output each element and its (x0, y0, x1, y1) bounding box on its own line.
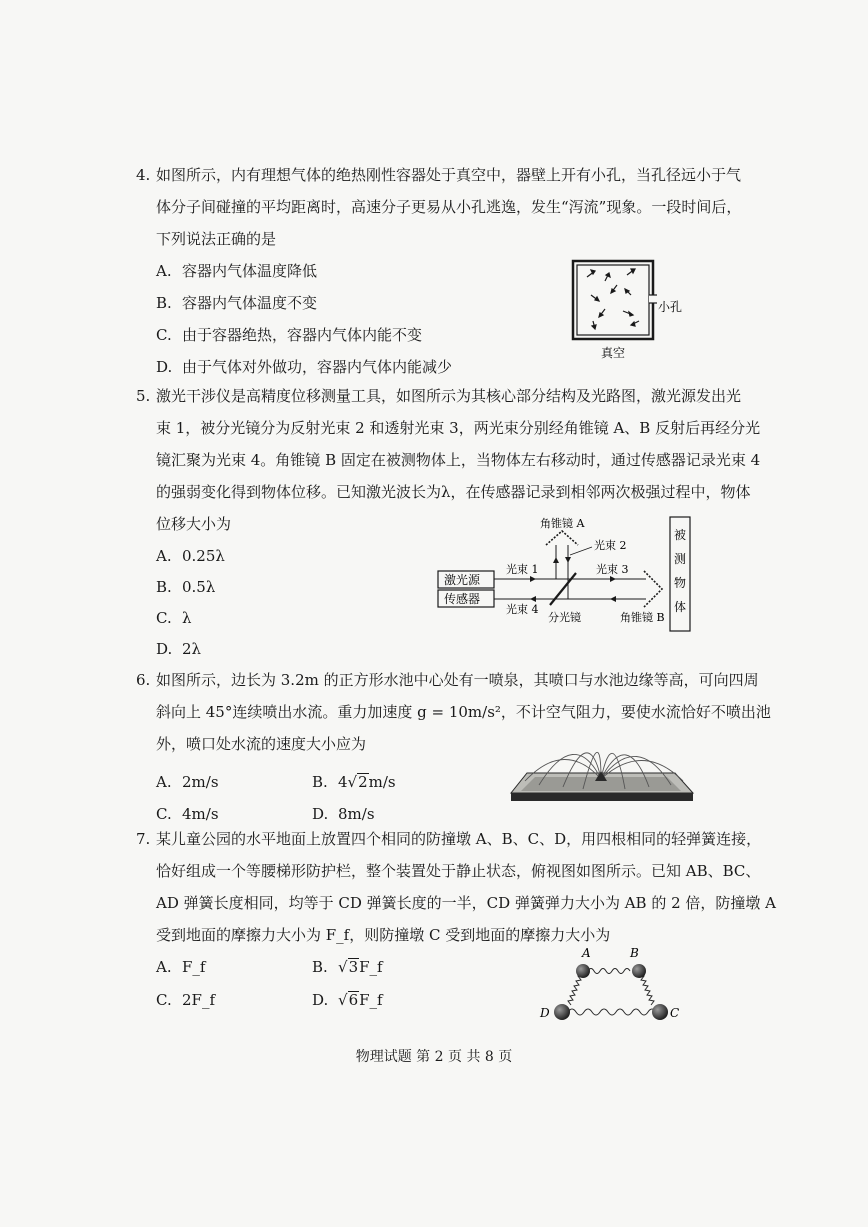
q6-option-a-label: A. (156, 773, 172, 791)
q5-object-char-4: 体 (674, 600, 687, 614)
q7-option-b-radicand: 3 (348, 958, 359, 976)
q7-option-c[interactable] (156, 990, 215, 1010)
q6-option-d[interactable] (312, 804, 375, 824)
q5-option-d-text: 2λ (182, 640, 202, 658)
q7-stem-line-4: 受到地面的摩擦力大小为 F_f，则防撞墩 C 受到地面的摩擦力大小为 (156, 926, 611, 944)
q5-stem-line-3: 镜汇聚为光束 4。角锥镜 B 固定在被测物体上，当物体左右移动时，通过传感器记录光束 4 (156, 451, 761, 469)
q4-option-a[interactable] (156, 261, 317, 281)
q6-option-b-post: m/s (368, 773, 396, 791)
q7-spring-ab (588, 969, 630, 974)
q4-option-b-label: B. (156, 294, 172, 312)
q5-sensor-label: 传感器 (444, 592, 481, 606)
q7-stem-line-1: 某儿童公园的水平地面上放置四个相同的防撞墩 A、B、C、D，用四根相同的轻弹簧连接， (156, 830, 762, 848)
q4-option-d-text: 由于气体对外做功，容器内气体内能减少 (182, 358, 453, 376)
q7-option-a[interactable] (156, 957, 205, 977)
q7-bumper-a (576, 964, 590, 978)
q5-stem-line-5: 位移大小为 (156, 515, 232, 533)
q7-bumper-d (554, 1004, 570, 1020)
q5-mirror-a-label: 角锥镜 A (540, 517, 585, 530)
q5-option-a-text: 0.25λ (182, 547, 225, 565)
q4-option-b[interactable] (156, 293, 317, 313)
q5-splitter (550, 573, 576, 605)
q6-option-d-text: 8m/s (338, 805, 375, 823)
q7-label-b: B (630, 946, 639, 960)
q6-option-c-label: C. (156, 805, 172, 823)
q7-spring-cd (568, 1009, 664, 1015)
q7-stem-line-3: AD 弹簧长度相同，均等于 CD 弹簧长度的一半，CD 弹簧弹力大小为 AB 的 2 倍，防撞墩 A (156, 894, 777, 912)
q4-option-b-text: 容器内气体温度不变 (182, 294, 318, 312)
q5-number: 5. (136, 387, 151, 405)
q7-option-d-post: F_f (359, 991, 383, 1009)
q5-option-c-text: λ (182, 609, 192, 627)
q4-option-c-text: 由于容器绝热，容器内气体内能不变 (182, 326, 423, 344)
q5-option-d-label: D. (156, 640, 173, 658)
q4-figure-container (565, 255, 685, 365)
q4-stem-line-1: 如图所示，内有理想气体的绝热刚性容器处于真空中，器壁上开有小孔，当孔径远小于气 (156, 166, 742, 184)
q6-fountain-figure (505, 735, 695, 805)
q5-mirror-a (546, 531, 578, 545)
q6-option-a-text: 2m/s (182, 773, 219, 791)
q5-stem-line-1: 激光干涉仪是高精度位移测量工具，如图所示为其核心部分结构及光路图，激光源发出光 (156, 387, 742, 405)
q6-option-b-radicand: 2 (358, 773, 368, 791)
q7-option-a-text: F_f (182, 958, 206, 976)
q6-option-b[interactable]: B. 4√2m/s (312, 773, 396, 791)
q7-label-c: C (670, 1006, 680, 1020)
q7-option-c-text: 2F_f (182, 991, 216, 1009)
q7-option-c-label: C. (156, 991, 172, 1009)
q4-stem-line-3: 下列说法正确的是 (156, 230, 277, 248)
q4-option-d-label: D. (156, 358, 173, 376)
q5-interferometer-figure (436, 515, 696, 635)
q5-beam2-label: 光束 2 (594, 539, 627, 552)
q5-mirror-b (644, 571, 662, 607)
q7-option-d[interactable]: D. √6F_f (312, 991, 383, 1009)
q5-stem-line-2: 束 1，被分光镜分为反射光束 2 和透射光束 3，两光束分别经角锥镜 A、B 反射后再经分光 (156, 419, 761, 437)
q7-option-d-radicand: 6 (348, 991, 359, 1009)
q5-option-a-label: A. (156, 547, 172, 565)
q4-option-a-label: A. (156, 262, 172, 280)
q5-option-a[interactable] (156, 546, 225, 566)
q6-option-c-text: 4m/s (182, 805, 219, 823)
q5-option-b-label: B. (156, 578, 172, 596)
q5-beam3-label: 光束 3 (596, 563, 629, 576)
q7-label-a: A (582, 946, 591, 960)
q4-number: 4. (136, 166, 151, 184)
q7-spring-ad (568, 975, 582, 1005)
q4-option-c[interactable] (156, 325, 422, 345)
q6-option-c[interactable] (156, 804, 219, 824)
q5-stem-line-4: 的强弱变化得到物体位移。已知激光波长为λ，在传感器记录到相邻两次极强过程中，物体 (156, 483, 751, 501)
q5-mirror-b-label: 角锥镜 B (620, 611, 665, 624)
q4-hole-label: 小孔 (658, 300, 683, 314)
q4-option-d[interactable] (156, 357, 452, 377)
q7-option-b-post: F_f (359, 958, 383, 976)
q7-label-d: D (540, 1006, 550, 1020)
q5-object-char-1: 被 (674, 528, 687, 542)
q5-object-char-3: 物 (674, 576, 687, 590)
q6-option-b-label: B. (312, 773, 328, 791)
q5-option-c-label: C. (156, 609, 172, 627)
q7-option-d-label: D. (312, 991, 329, 1009)
q5-laser-label: 激光源 (444, 573, 481, 587)
q5-object-char-2: 测 (674, 552, 687, 566)
q5-option-d[interactable] (156, 639, 201, 659)
q6-stem-line-1: 如图所示，边长为 3.2m 的正方形水池中心处有一喷泉，其喷口与水池边缘等高，可向四周 (156, 671, 759, 689)
q7-number: 7. (136, 830, 151, 848)
q6-option-b-pre: 4 (338, 773, 348, 791)
page-footer: 物理试题 第 2 页 共 8 页 (355, 1049, 513, 1065)
q6-stem-line-3: 外，喷口处水流的速度大小应为 (156, 735, 367, 753)
q7-bumper-c (652, 1004, 668, 1020)
q5-beam4-label: 光束 4 (506, 603, 539, 616)
q5-option-b[interactable] (156, 577, 215, 597)
q6-number: 6. (136, 671, 151, 689)
q5-splitter-label: 分光镜 (548, 611, 581, 624)
q4-stem-line-2: 体分子间碰撞的平均距离时，高速分子更易从小孔逃逸，发生“泻流”现象。一段时间后， (156, 198, 742, 216)
q7-stem-line-2: 恰好组成一个等腰梯形防护栏，整个装置处于静止状态，俯视图如图所示。已知 AB、BC、 (156, 862, 761, 880)
q5-beam1-label: 光束 1 (506, 563, 539, 576)
q4-vacuum-label: 真空 (601, 346, 626, 360)
q7-spring-bc (640, 975, 654, 1005)
q4-option-c-label: C. (156, 326, 172, 344)
q6-option-a[interactable] (156, 772, 219, 792)
q4-option-a-text: 容器内气体温度降低 (182, 262, 318, 280)
q5-option-c[interactable] (156, 608, 192, 628)
q7-bumper-b (632, 964, 646, 978)
q6-stem-line-2: 斜向上 45°连续喷出水流。重力加速度 g = 10m/s²，不计空气阻力，要使水流恰好不喷出池 (156, 703, 771, 721)
q5-option-b-text: 0.5λ (182, 578, 216, 596)
q6-option-d-label: D. (312, 805, 329, 823)
q7-option-a-label: A. (156, 958, 172, 976)
q7-option-b-label: B. (312, 958, 328, 976)
q7-spring-figure (538, 945, 688, 1025)
q7-option-b[interactable]: B. √3F_f (312, 958, 383, 976)
